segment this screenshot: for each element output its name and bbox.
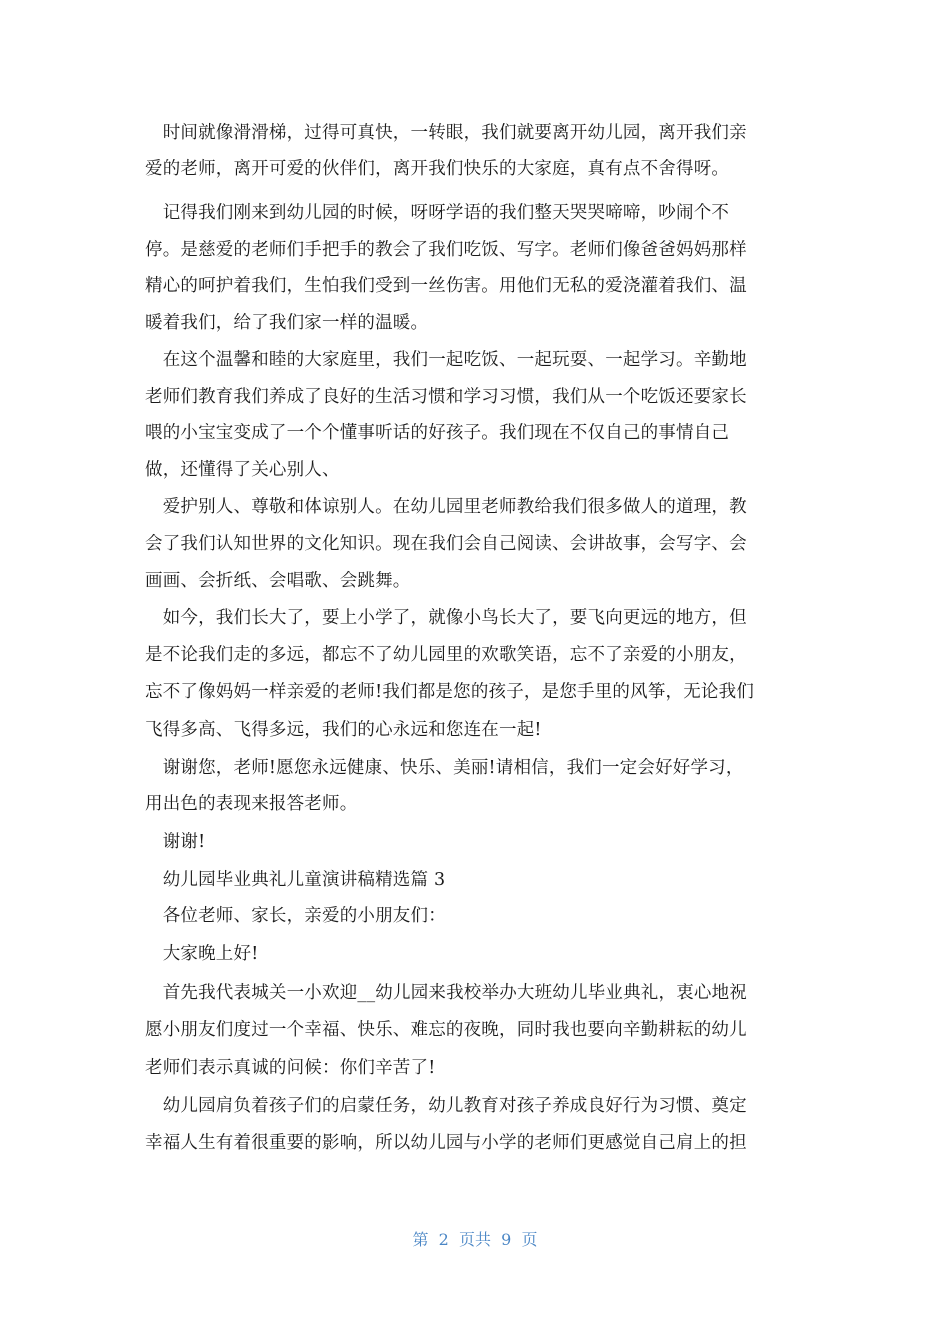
text-line: 精心的呵护着我们，生怕我们受到一丝伤害。用他们无私的爱浇灌着我们、温 xyxy=(145,276,747,296)
text-line: 忘不了像妈妈一样亲爱的老师!我们都是您的孩子，是您手里的风筝，无论我们 xyxy=(145,682,755,702)
text-line: 暖着我们，给了我们家一样的温暖。 xyxy=(145,313,429,333)
text-line: 停。是慈爱的老师们手把手的教会了我们吃饭、写字。老师们像爸爸妈妈那样 xyxy=(145,240,747,260)
text-line: 爱护别人、尊敬和体谅别人。在幼儿园里老师教给我们很多做人的道理，教 xyxy=(145,497,747,517)
text-line: 幼儿园肩负着孩子们的启蒙任务，幼儿教育对孩子养成良好行为习惯、奠定 xyxy=(145,1096,747,1116)
text-line: 在这个温馨和睦的大家庭里，我们一起吃饭、一起玩耍、一起学习。辛勤地 xyxy=(145,350,747,370)
text-line: 老师们表示真诚的问候：你们辛苦了! xyxy=(145,1058,436,1078)
text-line: 飞得多高、飞得多远，我们的心永远和您连在一起! xyxy=(145,720,542,740)
text-line: 老师们教育我们养成了良好的生活习惯和学习习惯，我们从一个吃饭还要家长 xyxy=(145,387,747,407)
text-line: 幼儿园毕业典礼儿童演讲稿精选篇 3 xyxy=(145,870,446,890)
text-line: 画画、会折纸、会唱歌、会跳舞。 xyxy=(145,571,411,591)
text-line: 用出色的表现来报答老师。 xyxy=(145,794,358,814)
text-line: 做，还懂得了关心别人、 xyxy=(145,460,340,480)
text-line: 喂的小宝宝变成了一个个懂事听话的好孩子。我们现在不仅自己的事情自己 xyxy=(145,423,730,443)
text-line: 首先我代表城关一小欢迎__幼儿园来我校举办大班幼儿毕业典礼，衷心地祝 xyxy=(145,983,747,1003)
text-line: 各位老师、家长，亲爱的小朋友们： xyxy=(145,906,446,926)
text-line: 记得我们刚来到幼儿园的时候，呀呀学语的我们整天哭哭啼啼，吵闹个不 xyxy=(145,203,730,223)
text-line: 时间就像滑滑梯，过得可真快，一转眼，我们就要离开幼儿园，离开我们亲 xyxy=(145,123,747,143)
text-line: 大家晚上好! xyxy=(145,944,259,964)
text-line: 谢谢您，老师!愿您永远健康、快乐、美丽!请相信，我们一定会好好学习， xyxy=(145,758,744,778)
page-footer: 第 2 页共 9 页 xyxy=(412,1230,538,1249)
text-line: 谢谢! xyxy=(145,832,206,852)
text-line: 如今，我们长大了，要上小学了，就像小鸟长大了，要飞向更远的地方，但 xyxy=(145,608,747,628)
text-line: 会了我们认知世界的文化知识。现在我们会自己阅读、会讲故事，会写字、会 xyxy=(145,534,747,554)
text-line: 是不论我们走的多远，都忘不了幼儿园里的欢歌笑语，忘不了亲爱的小朋友， xyxy=(145,645,747,665)
text-line: 幸福人生有着很重要的影响，所以幼儿园与小学的老师们更感觉自己肩上的担 xyxy=(145,1133,747,1153)
text-line: 爱的老师，离开可爱的伙伴们，离开我们快乐的大家庭，真有点不舍得呀。 xyxy=(145,159,730,179)
text-line: 愿小朋友们度过一个幸福、快乐、难忘的夜晚，同时我也要向辛勤耕耘的幼儿 xyxy=(145,1020,747,1040)
